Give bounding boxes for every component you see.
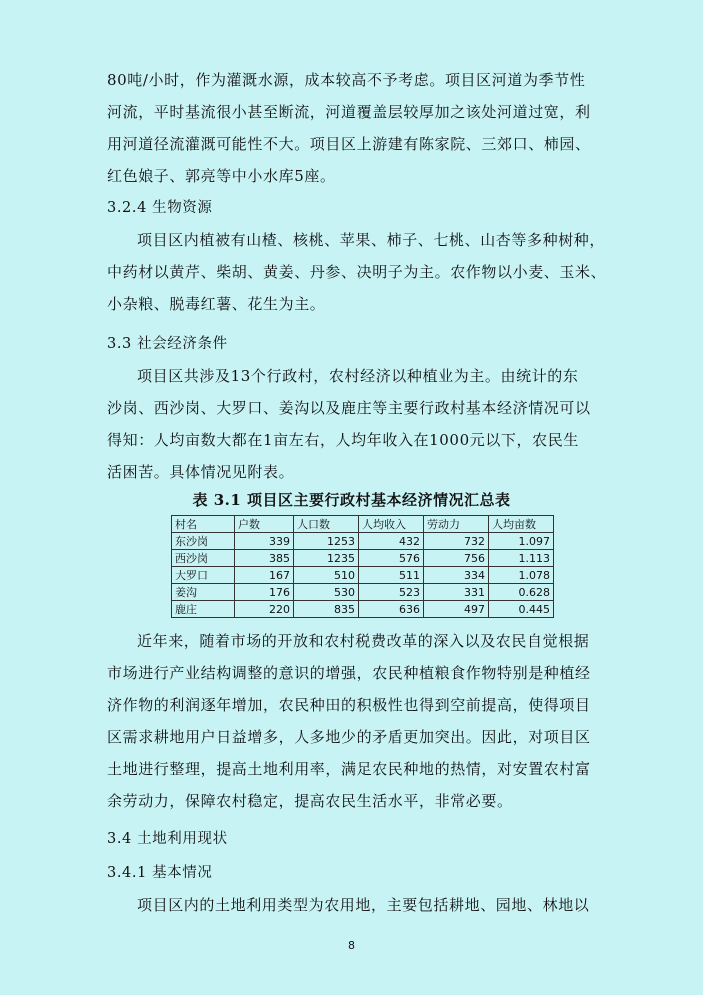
paragraph-1-line-4: 红色娘子、郭亮等中小水库5座。 [107, 167, 336, 185]
table-row [172, 601, 554, 618]
paragraph-4-line-5: 土地进行整理，提高土地利用率，满足农民种地的热情，对安置农村富 [107, 760, 591, 778]
cell-income: 511 [359, 567, 424, 584]
cell-labor: 756 [424, 550, 489, 567]
cell-labor: 334 [424, 567, 489, 584]
section-heading-3-4: 3.4 土地利用现状 [107, 831, 228, 847]
header-income: 人均收入 [359, 516, 424, 533]
cell-labor: 497 [424, 601, 489, 618]
paragraph-1-line-1: 80吨/小时，作为灌溉水源，成本较高不予考虑。项目区河道为季节性 [107, 71, 586, 89]
cell-population: 530 [294, 584, 359, 601]
cell-labor: 732 [424, 533, 489, 550]
cell-households: 220 [235, 601, 294, 618]
cell-area-per-capita: 0.445 [489, 601, 554, 618]
paragraph-2-line-2: 中药材以黄芹、柴胡、黄姜、丹参、决明子为主。农作物以小麦、玉米、 [107, 263, 607, 281]
header-households: 户数 [235, 516, 294, 533]
paragraph-1-line-2: 河流，平时基流很小甚至断流，河道覆盖层较厚加之该处河道过宽，利 [107, 103, 591, 121]
cell-population: 1253 [294, 533, 359, 550]
paragraph-5-line-1: 项目区内的土地利用类型为农用地，主要包括耕地、园地、林地以 [137, 896, 590, 914]
table-row [172, 533, 554, 550]
table-row [172, 584, 554, 601]
paragraph-4-line-3: 济作物的利润逐年增加，农民种田的积极性也得到空前提高，使得项目 [107, 696, 591, 714]
cell-village: 姜沟 [172, 584, 235, 601]
cell-area-per-capita: 1.113 [489, 550, 554, 567]
table-row [172, 550, 554, 567]
cell-village: 鹿庄 [172, 601, 235, 618]
table-caption: 表 3.1 项目区主要行政村基本经济情况汇总表 [192, 491, 511, 509]
cell-population: 835 [294, 601, 359, 618]
table-header-row [172, 516, 554, 533]
paragraph-3-line-4: 活困苦。具体情况见附表。 [107, 463, 295, 481]
cell-population: 1235 [294, 550, 359, 567]
header-population: 人口数 [294, 516, 359, 533]
cell-population: 510 [294, 567, 359, 584]
cell-households: 339 [235, 533, 294, 550]
cell-village: 东沙岗 [172, 533, 235, 550]
section-heading-3-2-4: 3.2.4 生物资源 [107, 200, 213, 216]
cell-income: 523 [359, 584, 424, 601]
paragraph-4-line-1: 近年来，随着市场的开放和农村税费改革的深入以及农民自觉根据 [137, 632, 590, 650]
paragraph-2-line-1: 项目区内植被有山楂、核桃、苹果、柿子、七桃、山杏等多种树种， [137, 231, 606, 249]
paragraph-4-line-6: 余劳动力，保障农村稳定，提高农民生活水平，非常必要。 [107, 792, 513, 810]
paragraph-4-line-4: 区需求耕地用户日益增多，人多地少的矛盾更加突出。因此，对项目区 [107, 728, 591, 746]
paragraph-2-line-3: 小杂粮、脱毒红薯、花生为主。 [107, 295, 326, 313]
cell-households: 385 [235, 550, 294, 567]
header-area-per-capita: 人均亩数 [489, 516, 554, 533]
paragraph-3-line-3: 得知：人均亩数大都在1亩左右，人均年收入在1000元以下，农民生 [107, 431, 579, 449]
cell-income: 432 [359, 533, 424, 550]
cell-area-per-capita: 0.628 [489, 584, 554, 601]
header-village: 村名 [172, 516, 235, 533]
cell-households: 176 [235, 584, 294, 601]
cell-labor: 331 [424, 584, 489, 601]
cell-village: 大罗口 [172, 567, 235, 584]
cell-village: 西沙岗 [172, 550, 235, 567]
paragraph-3-line-1: 项目区共涉及13个行政村，农村经济以种植业为主。由统计的东 [137, 367, 579, 385]
paragraph-3-line-2: 沙岗、西沙岗、大罗口、姜沟以及鹿庄等主要行政村基本经济情况可以 [107, 399, 591, 417]
table-row [172, 567, 554, 584]
cell-income: 636 [359, 601, 424, 618]
economy-table [171, 515, 554, 618]
paragraph-1-line-3: 用河道径流灌溉可能性不大。项目区上游建有陈家院、三郊口、柿园、 [107, 135, 591, 153]
cell-area-per-capita: 1.097 [489, 533, 554, 550]
section-heading-3-3: 3.3 社会经济条件 [107, 336, 228, 352]
page-number: 8 [348, 939, 355, 952]
section-heading-3-4-1: 3.4.1 基本情况 [107, 865, 213, 881]
cell-income: 576 [359, 550, 424, 567]
cell-households: 167 [235, 567, 294, 584]
paragraph-4-line-2: 市场进行产业结构调整的意识的增强，农民种植粮食作物特别是种植经 [107, 664, 591, 682]
cell-area-per-capita: 1.078 [489, 567, 554, 584]
header-labor: 劳动力 [424, 516, 489, 533]
